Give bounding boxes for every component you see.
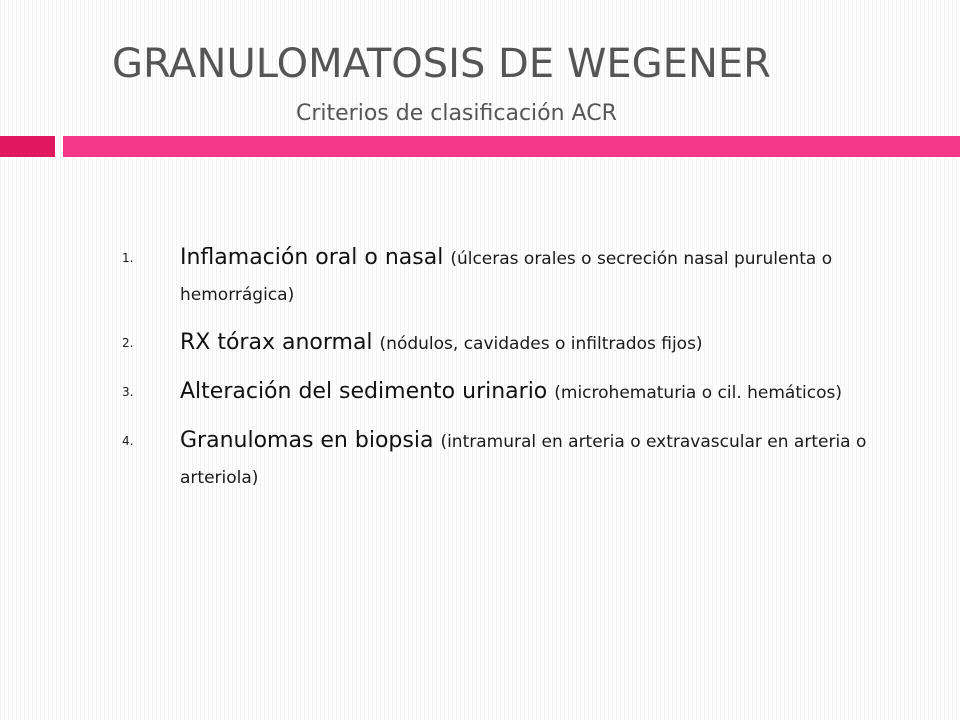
criterion-term: RX tórax anormal xyxy=(180,330,380,355)
criterion-item xyxy=(122,423,882,496)
slide-title: GRANULOMATOSIS DE WEGENER xyxy=(112,41,771,87)
criterion-number: 4. xyxy=(122,434,134,448)
slide-subtitle: Criterios de clasificación ACR xyxy=(296,101,617,126)
criterion-detail: (úlceras orales o secreción nasal purulenta o hemorrágica) xyxy=(180,249,833,305)
criterion-detail: (nódulos, cavidades o infiltrados fijos) xyxy=(379,334,703,354)
criterion-detail: (intramural en arteria o extravascular en arteria o arteriola) xyxy=(180,432,867,488)
criterion-term: Granulomas en biopsia xyxy=(180,428,441,453)
criterion-number: 1. xyxy=(122,251,134,265)
criterion-detail: (microhematuria o cil. hemáticos) xyxy=(554,383,842,403)
criteria-list xyxy=(122,240,882,508)
accent-bar-small xyxy=(0,136,55,157)
criterion-item xyxy=(122,325,882,362)
criterion-item xyxy=(122,240,882,313)
criterion-term: Alteración del sedimento urinario xyxy=(180,379,555,404)
accent-bar-large xyxy=(63,136,960,157)
criterion-number: 3. xyxy=(122,385,134,399)
criterion-term: Inflamación oral o nasal xyxy=(180,245,451,270)
criterion-number: 2. xyxy=(122,336,134,350)
criterion-item xyxy=(122,374,882,411)
